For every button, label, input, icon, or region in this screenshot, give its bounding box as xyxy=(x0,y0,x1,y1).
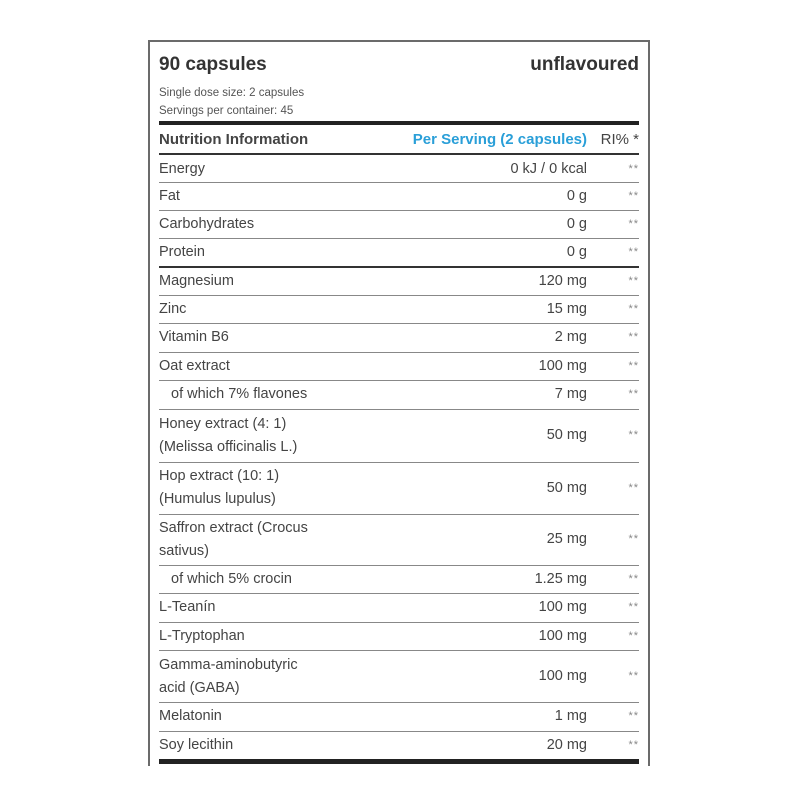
nutrient-amount: 100 mg xyxy=(538,599,587,615)
label-content xyxy=(159,42,639,766)
nutrient-name: of which 7% flavones xyxy=(171,386,308,402)
header-nutrition-info: Nutrition Information xyxy=(159,131,309,148)
nutrient-amount: 0 kJ / 0 kcal xyxy=(510,161,587,177)
nutrient-ri: ** xyxy=(628,275,639,287)
nutrient-amount: 2 mg xyxy=(554,329,587,345)
nutrient-name: L-Teanín xyxy=(159,599,216,615)
nutrient-amount: 20 mg xyxy=(546,737,587,753)
nutrient-ri: ** xyxy=(628,533,639,545)
nutrient-amount: 0 g xyxy=(566,188,587,204)
table-row xyxy=(159,296,639,323)
nutrient-name: Melatonin xyxy=(159,708,222,724)
table-row xyxy=(159,410,639,462)
nutrient-name: Saffron extract (Crocus xyxy=(159,520,308,536)
table-row xyxy=(159,651,639,702)
nutrient-ri: ** xyxy=(628,601,639,613)
nutrient-name: Oat extract xyxy=(159,358,230,374)
header-per-serving: Per Serving (2 capsules) xyxy=(412,131,587,148)
nutrient-amount: 50 mg xyxy=(546,480,587,496)
nutrient-ri: ** xyxy=(628,739,639,751)
footnote-clipped xyxy=(159,764,639,766)
nutrient-name: of which 5% crocin xyxy=(171,571,292,587)
nutrient-amount: 1 mg xyxy=(554,708,587,724)
nutrient-name: Honey extract (4: 1) xyxy=(159,416,287,432)
nutrient-amount: 100 mg xyxy=(538,668,587,684)
nutrient-name-line2: (Humulus lupulus) xyxy=(159,491,276,507)
nutrient-name: L-Tryptophan xyxy=(159,628,245,644)
nutrient-amount: 100 mg xyxy=(538,628,587,644)
nutrient-ri: ** xyxy=(628,218,639,230)
nutrient-name: Zinc xyxy=(159,301,187,317)
nutrient-ri: ** xyxy=(628,630,639,642)
table-row xyxy=(159,381,639,409)
table-row xyxy=(159,155,639,182)
nutrient-name: Gamma-aminobutyric xyxy=(159,657,298,673)
nutrient-name-line2: sativus) xyxy=(159,543,209,559)
capsule-count: 90 capsules xyxy=(159,54,267,75)
table-row xyxy=(159,211,639,238)
table-row xyxy=(159,703,639,731)
nutrient-ri: ** xyxy=(628,360,639,372)
nutrient-name: Vitamin B6 xyxy=(159,329,229,345)
table-row xyxy=(159,463,639,514)
header-ri: RI% * xyxy=(600,131,639,148)
nutrient-ri: ** xyxy=(628,246,639,258)
nutrient-ri: ** xyxy=(628,190,639,202)
nutrient-amount: 0 g xyxy=(566,216,587,232)
title-row xyxy=(159,42,639,80)
table-row xyxy=(159,732,639,759)
nutrient-amount: 15 mg xyxy=(546,301,587,317)
nutrient-ri: ** xyxy=(628,303,639,315)
nutrient-name: Fat xyxy=(159,188,180,204)
table-row xyxy=(159,566,639,593)
servings-per-container: Servings per container: 45 xyxy=(159,105,294,117)
table-header xyxy=(159,125,639,153)
nutrient-ri: ** xyxy=(628,573,639,585)
nutrient-name: Hop extract (10: 1) xyxy=(159,468,280,484)
table-row xyxy=(159,515,639,565)
nutrient-amount: 0 g xyxy=(566,244,587,260)
table-row xyxy=(159,353,639,380)
nutrient-name: Magnesium xyxy=(159,273,234,289)
nutrient-name-line2: acid (GABA) xyxy=(159,680,240,696)
nutrient-amount: 7 mg xyxy=(554,386,587,402)
nutrient-name-line2: (Melissa officinalis L.) xyxy=(159,439,298,455)
nutrient-ri: ** xyxy=(628,331,639,343)
nutrient-amount: 100 mg xyxy=(538,358,587,374)
nutrient-name: Energy xyxy=(159,161,205,177)
nutrient-ri: ** xyxy=(628,163,639,175)
table-row xyxy=(159,324,639,352)
dose-size: Single dose size: 2 capsules xyxy=(159,87,305,99)
nutrient-amount: 50 mg xyxy=(546,427,587,443)
nutrient-ri: ** xyxy=(628,429,639,441)
nutrient-ri: ** xyxy=(628,482,639,494)
nutrient-name: Protein xyxy=(159,244,205,260)
nutrition-label xyxy=(148,40,650,766)
nutrient-amount: 120 mg xyxy=(538,273,587,289)
table-row xyxy=(159,239,639,266)
nutrient-ri: ** xyxy=(628,670,639,682)
table-row xyxy=(159,183,639,210)
nutrient-ri: ** xyxy=(628,388,639,400)
table-row xyxy=(159,268,639,295)
nutrient-amount: 1.25 mg xyxy=(534,571,587,587)
table-row xyxy=(159,594,639,622)
nutrient-name: Carbohydrates xyxy=(159,216,255,232)
flavour: unflavoured xyxy=(530,54,639,75)
nutrient-name: Soy lecithin xyxy=(159,737,234,753)
table-row xyxy=(159,623,639,650)
nutrient-ri: ** xyxy=(628,710,639,722)
nutrient-amount: 25 mg xyxy=(546,531,587,547)
